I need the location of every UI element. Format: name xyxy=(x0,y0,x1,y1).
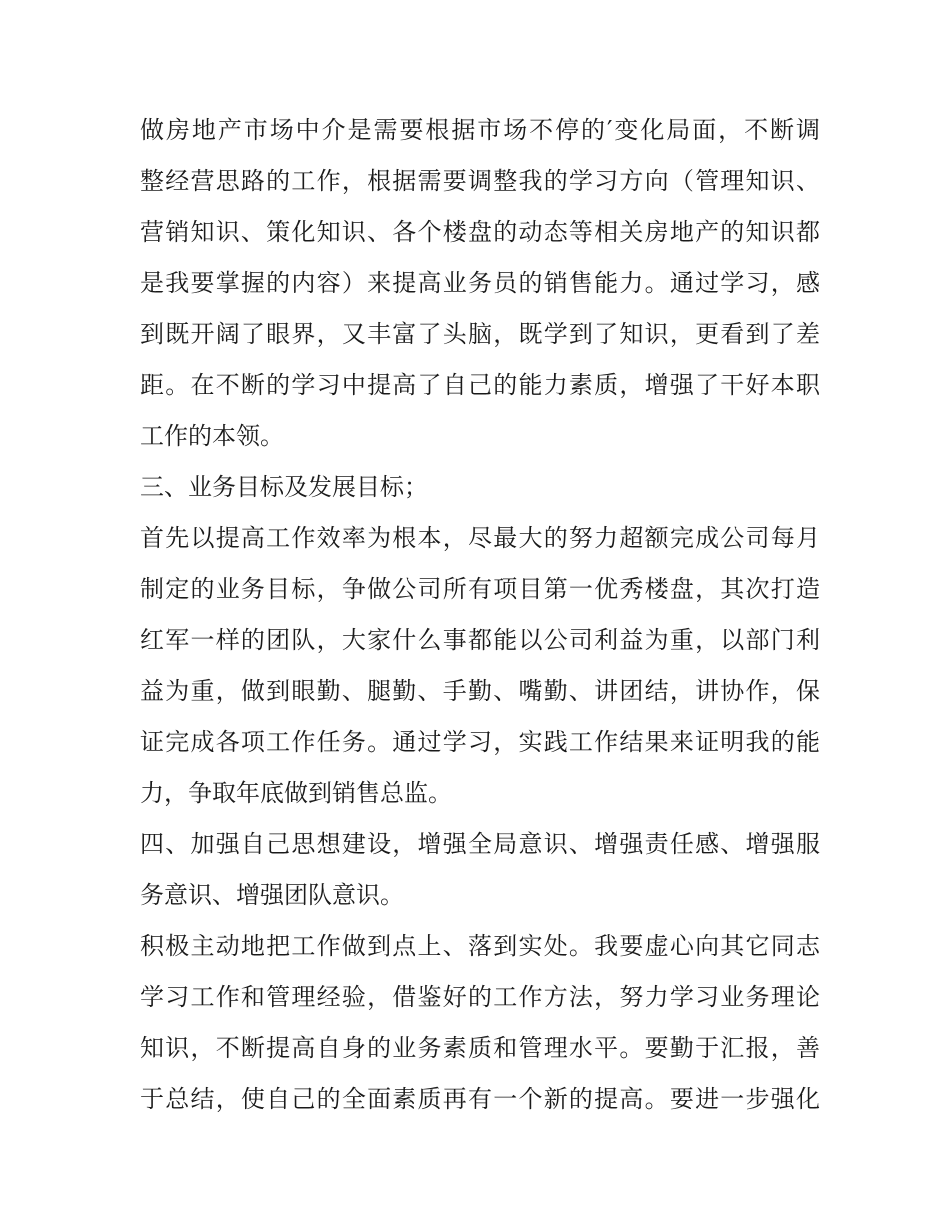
paragraph-line: 到既开阔了眼界，又丰富了头脑，既学到了知识，更看到了差 xyxy=(140,320,820,348)
section-heading-end: 务意识、增强团队意识。 xyxy=(140,881,404,909)
paragraph-line: 学习工作和管理经验，借鉴好的工作方法，努力学习业务理论 xyxy=(140,983,820,1011)
paragraph-line: 知识，不断提高自身的业务素质和管理水平。要勤于汇报，善 xyxy=(140,1034,820,1062)
paragraph-line: 积极主动地把工作做到点上、落到实处。我要虚心向其它同志 xyxy=(140,932,820,960)
paragraph-line: 红军一样的团队，大家什么事都能以公司利益为重，以部门利 xyxy=(140,626,820,654)
paragraph-line: 距。在不断的学习中提高了自己的能力素质，增强了干好本职 xyxy=(140,371,820,399)
document-body xyxy=(140,105,820,1125)
paragraph-line: 首先以提高工作效率为根本，尽最大的努力超额完成公司每月 xyxy=(140,524,820,552)
paragraph-line-end: 力，争取年底做到销售总监。 xyxy=(140,779,452,807)
section-heading: 三、业务目标及发展目标； xyxy=(140,473,428,501)
paragraph-line: 营销知识、策化知识、各个楼盘的动态等相关房地产的知识都 xyxy=(140,218,820,246)
paragraph-line: 益为重，做到眼勤、腿勤、手勤、嘴勤、讲团结，讲协作，保 xyxy=(140,677,820,705)
paragraph-line: 整经营思路的工作，根据需要调整我的学习方向（管理知识、 xyxy=(140,167,820,195)
paragraph-line: 制定的业务目标，争做公司所有项目第一优秀楼盘，其次打造 xyxy=(140,575,820,603)
paragraph-line: 是我要掌握的内容）来提高业务员的销售能力。通过学习，感 xyxy=(140,269,820,297)
paragraph-line: 证完成各项工作任务。通过学习，实践工作结果来证明我的能 xyxy=(140,728,820,756)
paragraph-line: 于总结，使自己的全面素质再有一个新的提高。要进一步强化 xyxy=(140,1085,820,1113)
paragraph-line-end: 工作的本领。 xyxy=(140,422,284,450)
section-heading: 四、加强自己思想建设，增强全局意识、增强责任感、增强服 xyxy=(140,830,820,858)
paragraph-line: 做房地产市场中介是需要根据市场不停的′变化局面，不断调 xyxy=(140,116,820,144)
